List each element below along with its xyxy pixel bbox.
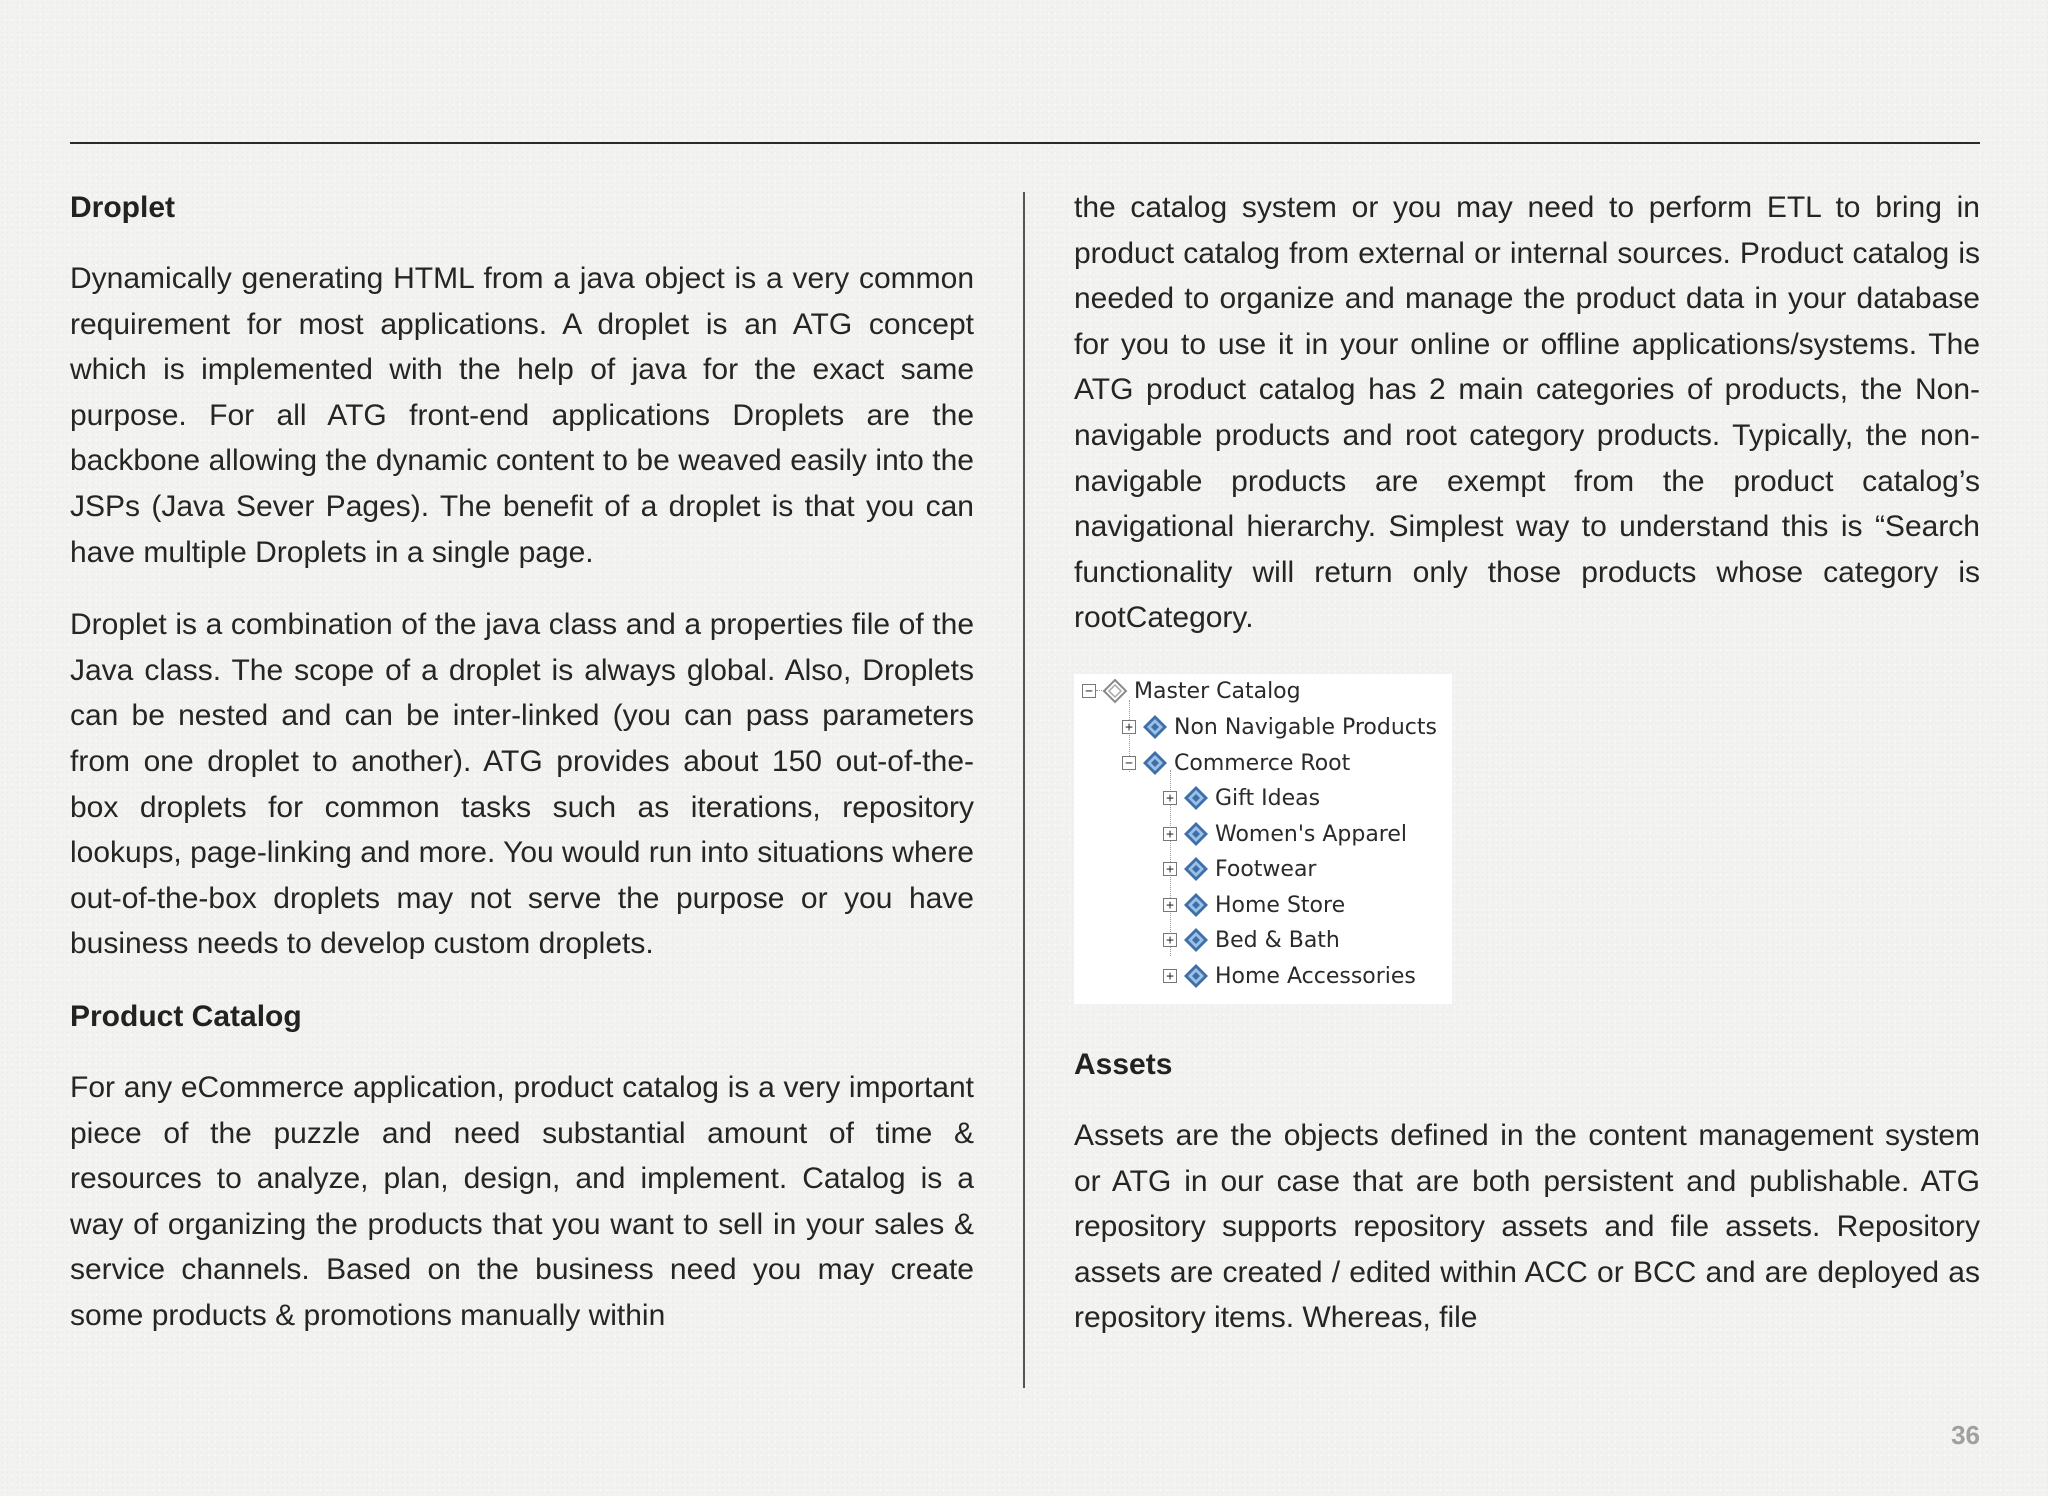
tree-node-commerce-root[interactable]	[1122, 746, 1350, 780]
expand-icon[interactable]: +	[1122, 720, 1136, 734]
category-diamond-icon	[1183, 892, 1209, 918]
expand-icon[interactable]: +	[1163, 898, 1177, 912]
top-horizontal-rule	[70, 142, 1980, 144]
left-column	[70, 185, 974, 1365]
tree-node-non-navigable-products[interactable]	[1122, 710, 1437, 744]
category-diamond-icon	[1183, 785, 1209, 811]
product-catalog-paragraph: For any eCommerce application, product catalog is a very important piece of the puzzle and need substantial amount of time & resources to analyze, plan, design, and implement. Catalog is a way of organizing the products that you want to sell in your sales & service channels. Based on the business need you may create some products & promotions manually within	[70, 1070, 974, 1332]
category-diamond-icon	[1142, 750, 1168, 776]
tree-node-label: Commerce Root	[1174, 750, 1351, 776]
tree-node-bed-and-bath[interactable]	[1163, 923, 1340, 957]
tree-node-label: Master Catalog	[1134, 678, 1301, 704]
tree-node-label: Gift Ideas	[1215, 785, 1321, 811]
category-diamond-icon	[1142, 714, 1168, 740]
tree-node-master-catalog[interactable]	[1082, 674, 1301, 708]
right-column	[1074, 185, 1980, 641]
tree-node-label: Home Store	[1215, 892, 1346, 918]
collapse-icon[interactable]: −	[1082, 684, 1096, 698]
tree-node-label: Home Accessories	[1215, 963, 1416, 989]
category-diamond-icon	[1183, 856, 1209, 882]
expand-icon[interactable]: +	[1163, 933, 1177, 947]
droplet-heading: Droplet	[70, 191, 175, 224]
tree-node-label: Footwear	[1215, 856, 1317, 882]
assets-section	[1074, 1042, 1980, 1341]
expand-icon[interactable]: +	[1163, 862, 1177, 876]
expand-icon[interactable]: +	[1163, 827, 1177, 841]
category-diamond-icon	[1183, 927, 1209, 953]
product-catalog-paragraph-continued: the catalog system or you may need to perform ETL to bring in product catalog from external or internal sources. Product catalog is needed to organize and manage the product data in your database for you to use it in your online or offline applications/systems. The ATG product catalog has 2 main categories of products, the Non-navigable products and root category products. Typically, the non-navigable products are exempt from the product catalog’s navigational hierarchy. Simplest way to understand this is “Search functionality will return only those products whose category is rootCategory.	[1074, 191, 1980, 635]
tree-node-gift-ideas[interactable]	[1163, 781, 1320, 815]
droplet-paragraph-1: Dynamically generating HTML from a java object is a very common requirement for most applications. A droplet is an ATG concept which is implemented with the help of java for the exact same purpose. For all ATG front-end applications Droplets are the backbone allowing the dynamic content to be weaved easily into the JSPs (Java Sever Pages). The benefit of a droplet is that you can have multiple Droplets in a single page.	[70, 262, 974, 569]
droplet-paragraph-2: Droplet is a combination of the java class and a properties file of the Java class. The scope of a droplet is always global. Also, Droplets can be nested and can be inter-linked (you can pass parameters from one droplet to another). ATG provides about 150 out-of-the-box droplets for common tasks such as iterations, repository lookups, page-linking and more. You would run into situations where out-of-the-box droplets may not serve the purpose or you have business needs to develop custom droplets.	[70, 608, 974, 961]
expand-icon[interactable]: +	[1163, 791, 1177, 805]
product-catalog-heading: Product Catalog	[70, 999, 302, 1033]
page-number: 36	[1951, 1420, 1980, 1450]
collapse-icon[interactable]: −	[1122, 756, 1136, 770]
expand-icon[interactable]: +	[1163, 969, 1177, 983]
category-diamond-icon	[1183, 821, 1209, 847]
assets-paragraph: Assets are the objects defined in the content management system or ATG in our case that are both persistent and publishable. ATG repository supports repository assets and file assets. Repository assets are created / edited within ACC or BCC and are deployed as repository items. Whereas, file	[1074, 1119, 1980, 1335]
tree-node-home-store[interactable]	[1163, 888, 1345, 922]
catalog-diamond-outline-icon	[1102, 678, 1128, 704]
assets-heading: Assets	[1074, 1048, 1173, 1081]
tree-node-label: Bed & Bath	[1215, 927, 1340, 953]
catalog-tree-figure	[1074, 674, 1452, 1004]
tree-node-footwear[interactable]	[1163, 852, 1316, 886]
tree-node-home-accessories[interactable]	[1163, 959, 1416, 993]
column-divider	[1023, 192, 1025, 1388]
tree-node-label: Non Navigable Products	[1174, 714, 1437, 740]
tree-node-womens-apparel[interactable]	[1163, 817, 1407, 851]
category-diamond-icon	[1183, 963, 1209, 989]
tree-node-label: Women's Apparel	[1215, 821, 1408, 847]
